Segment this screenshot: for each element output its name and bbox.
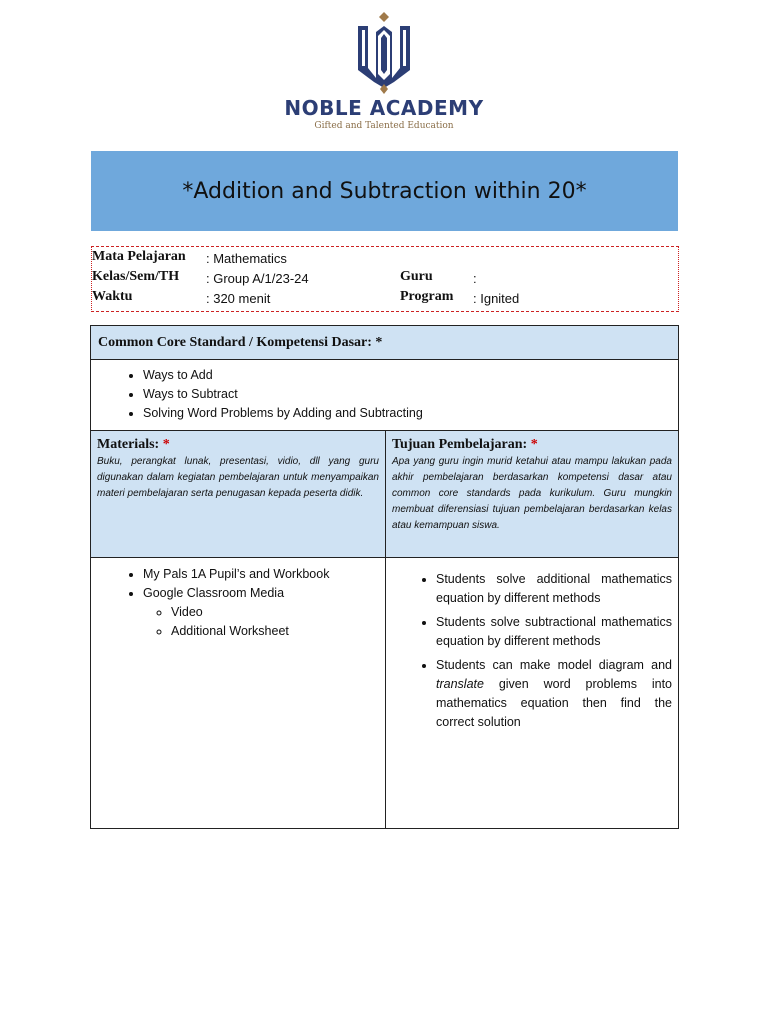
teacher-value: : bbox=[473, 271, 477, 286]
list-item: • Solving Word Problems by Adding and Subtracting bbox=[143, 404, 678, 423]
brand-name: NOBLE ACADEMY bbox=[284, 96, 484, 120]
list-item: • Students solve additional mathematics equation by different methods bbox=[436, 570, 672, 608]
noble-academy-emblem-icon bbox=[354, 12, 414, 94]
materials-title bbox=[97, 437, 379, 453]
lesson-plan-table bbox=[90, 325, 679, 829]
class-label: Kelas/Sem/TH bbox=[92, 269, 180, 284]
brand-tagline: Gifted and Talented Education bbox=[314, 121, 454, 131]
list-item bbox=[143, 584, 385, 641]
list-item-text: Google Classroom Media bbox=[143, 586, 285, 600]
school-logo bbox=[0, 12, 768, 131]
info-row-time bbox=[92, 289, 678, 309]
materials-note: Buku, perangkat lunak, presentasi, vidio, dll yang guru digunakan dalam kegiatan pembelajaran untuk menyampaikan materi pembelajaran serta penugasan kepada peserta didik. bbox=[97, 456, 379, 499]
list-item-text: given word problems into mathematics equation then find the correct solution bbox=[436, 677, 672, 729]
list-item: • Students solve subtractional mathematics equation by different methods bbox=[436, 613, 672, 651]
subject-value: : Mathematics bbox=[206, 251, 287, 266]
list-item: ◦ Video bbox=[171, 603, 385, 622]
lesson-title: *Addition and Subtraction within 20* bbox=[182, 178, 587, 204]
objectives-content-cell bbox=[386, 558, 679, 829]
objectives-title-text: Tujuan Pembelajaran: bbox=[392, 437, 528, 452]
list-item: ◦ Additional Worksheet bbox=[171, 622, 385, 641]
standards-list bbox=[91, 360, 678, 429]
lesson-info-box bbox=[91, 246, 679, 312]
program-label: Program bbox=[400, 289, 454, 304]
subject-label: Mata Pelajaran bbox=[92, 249, 186, 264]
time-label: Waktu bbox=[92, 289, 133, 304]
materials-sub-list bbox=[143, 603, 385, 641]
teacher-label: Guru bbox=[400, 269, 433, 284]
objectives-title bbox=[392, 437, 672, 453]
list-item: • Ways to Add bbox=[143, 366, 678, 385]
info-row-subject bbox=[92, 249, 678, 269]
list-item: • Ways to Subtract bbox=[143, 385, 678, 404]
materials-title-text: Materials: bbox=[97, 437, 160, 452]
list-item bbox=[436, 656, 672, 732]
materials-list bbox=[91, 558, 385, 647]
list-item-text: Students can make model diagram and bbox=[436, 658, 672, 672]
standards-cell bbox=[91, 360, 679, 431]
materials-content-cell bbox=[91, 558, 386, 829]
standards-heading: Common Core Standard / Kompetensi Dasar: * bbox=[91, 326, 679, 360]
info-row-class bbox=[92, 269, 678, 289]
required-marker: * bbox=[530, 437, 538, 452]
program-value: : Ignited bbox=[473, 291, 520, 306]
class-value: : Group A/1/23-24 bbox=[206, 271, 309, 286]
required-marker: * bbox=[162, 437, 170, 452]
materials-header-cell bbox=[91, 431, 386, 558]
objectives-list bbox=[386, 558, 678, 732]
objectives-header-cell bbox=[386, 431, 679, 558]
list-item: • My Pals 1A Pupil’s and Workbook bbox=[143, 565, 385, 584]
lesson-title-banner bbox=[91, 151, 678, 231]
objectives-note: Apa yang guru ingin murid ketahui atau mampu lakukan pada akhir pembelajaran berdasarkan kompetensi dasar atau common core standards pada kurikulum. Guru mungkin membuat diferensiasi tujuan pembelajaran berdasarkan kelas atau kemampuan siswa. bbox=[392, 456, 672, 531]
time-value: : 320 menit bbox=[206, 291, 271, 306]
italic-word: translate bbox=[436, 677, 484, 691]
